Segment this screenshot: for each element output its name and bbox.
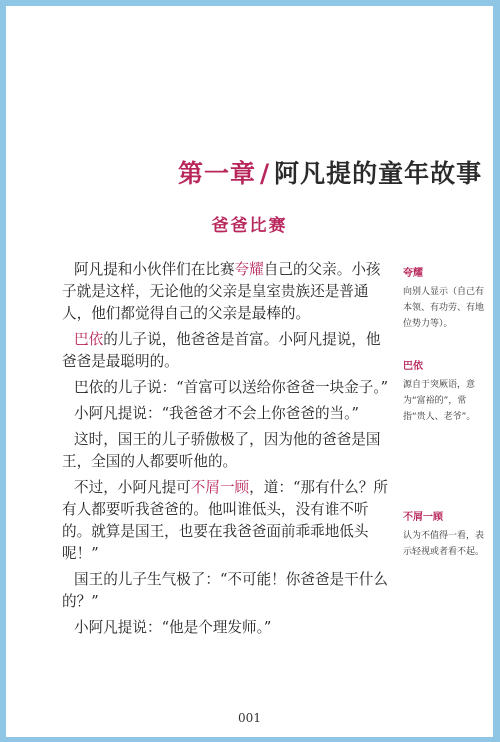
chapter-number: 第一章 xyxy=(178,159,257,188)
chapter-title: 阿凡提的童年故事 xyxy=(274,159,483,188)
chapter-separator: / xyxy=(260,159,271,188)
book-page xyxy=(6,6,493,737)
glossary-definition: 认为不值得一看，表示轻视或者看不起。 xyxy=(403,531,485,557)
paragraph: 阿凡提和小伙伴们在比赛夸耀自己的父亲。小孩子就是这样，无论他的父亲是皇室贵族还是普通人，他们都觉得自己的父亲是最棒的。 xyxy=(62,261,381,322)
paragraph: 巴依的儿子说，他爸爸是首富。小阿凡提说，他爸爸是最聪明的。 xyxy=(62,331,381,370)
glossary-note xyxy=(403,266,485,332)
paragraph: 不过，小阿凡提可不屑一顾，道：“那有什么？所有人都要听我爸爸的。他叫谁低头，没有谁不听的。就算是国王，也要在我爸爸面前乖乖地低头呢！” xyxy=(62,479,388,562)
glossary-definition: 向别人显示（自己有本领、有功劳、有地位势力等）。 xyxy=(403,287,485,329)
glossary-term: 夸耀 xyxy=(403,268,423,279)
paragraph: 这时，国王的儿子骄傲极了，因为他的爸爸是国王，全国的人都要听他的。 xyxy=(62,431,381,470)
page-number: 001 xyxy=(238,711,261,725)
glossary-note xyxy=(403,510,485,560)
glossary-term-link: 不屑一顾 xyxy=(190,479,250,496)
glossary-term-link: 巴依 xyxy=(74,331,104,348)
glossary-definition: 源自于突厥语，意为“富裕的”，常指“贵人、老爷”。 xyxy=(403,380,476,422)
paragraph: 小阿凡提说：“我爸爸才不会上你爸爸的当。” xyxy=(74,405,359,422)
paragraph: 巴依的儿子说：“首富可以送给你爸爸一块金子。” xyxy=(74,379,389,396)
glossary-term: 不屑一顾 xyxy=(403,512,443,523)
paragraph: 小阿凡提说：“他是个理发师。” xyxy=(74,619,272,636)
story-body xyxy=(62,259,394,643)
glossary-note xyxy=(403,359,485,425)
glossary-term: 巴依 xyxy=(403,361,423,372)
section-title: 爸爸比赛 xyxy=(211,216,288,236)
chapter-heading xyxy=(178,154,482,190)
paragraph: 国王的儿子生气极了：“不可能！你爸爸是干什么的？” xyxy=(62,571,388,610)
glossary-term-link: 夸耀 xyxy=(234,261,264,278)
